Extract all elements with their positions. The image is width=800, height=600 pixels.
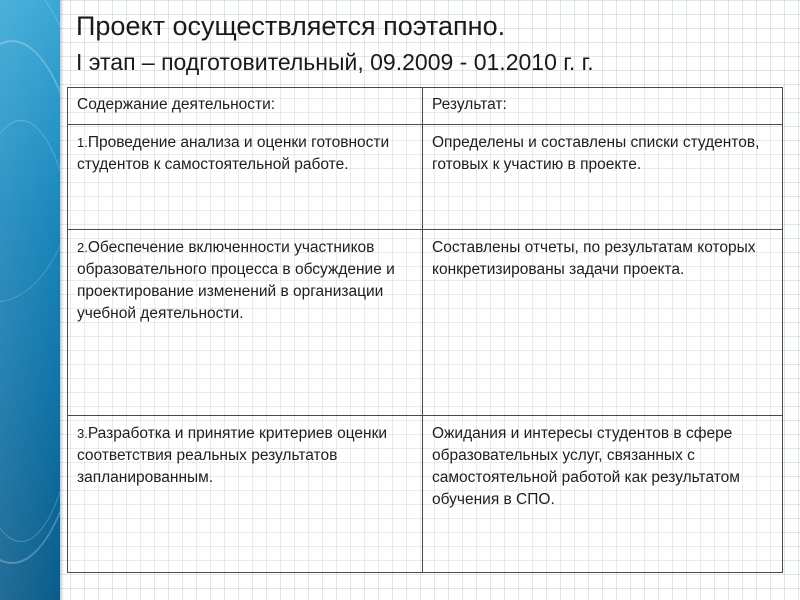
header-result: Результат:	[423, 88, 783, 125]
table-header-row	[68, 88, 783, 125]
activity-cell	[68, 230, 423, 416]
header-activity: Содержание деятельности:	[68, 88, 423, 125]
decorative-side-band	[0, 0, 60, 600]
row-number: 2.	[77, 240, 88, 255]
table-row	[68, 230, 783, 416]
activity-cell	[68, 125, 423, 230]
title-line-2: I этап – подготовительный, 09.2009 - 01.2010 г. г.	[76, 49, 594, 75]
activity-text: Проведение анализа и оценки готовности студентов к самостоятельной работе.	[77, 134, 390, 173]
activity-cell	[68, 416, 423, 573]
row-number: 1.	[77, 135, 88, 150]
row-number: 3.	[77, 426, 88, 441]
activity-text: Обеспечение включенности участников образовательного процесса в обсуждение и проектирование изменений в организации учебной деятельности.	[77, 239, 395, 322]
stage-plan-table	[67, 87, 783, 573]
result-cell: Ожидания и интересы студентов в сфере образовательных услуг, связанных с самостоятельной работой как результатом обучения в СПО.	[423, 416, 783, 573]
band-shadow	[60, 0, 64, 600]
table-row	[68, 416, 783, 573]
slide-title	[76, 8, 786, 77]
result-cell: Определены и составлены списки студентов, готовых к участию в проекте.	[423, 125, 783, 230]
table-row	[68, 125, 783, 230]
activity-text: Разработка и принятие критериев оценки соответствия реальных результатов запланированным.	[77, 425, 388, 486]
decorative-glow	[0, 0, 60, 600]
result-cell: Составлены отчеты, по результатам которых конкретизированы задачи проекта.	[423, 230, 783, 416]
title-line-1: Проект осуществляется поэтапно.	[76, 11, 506, 41]
